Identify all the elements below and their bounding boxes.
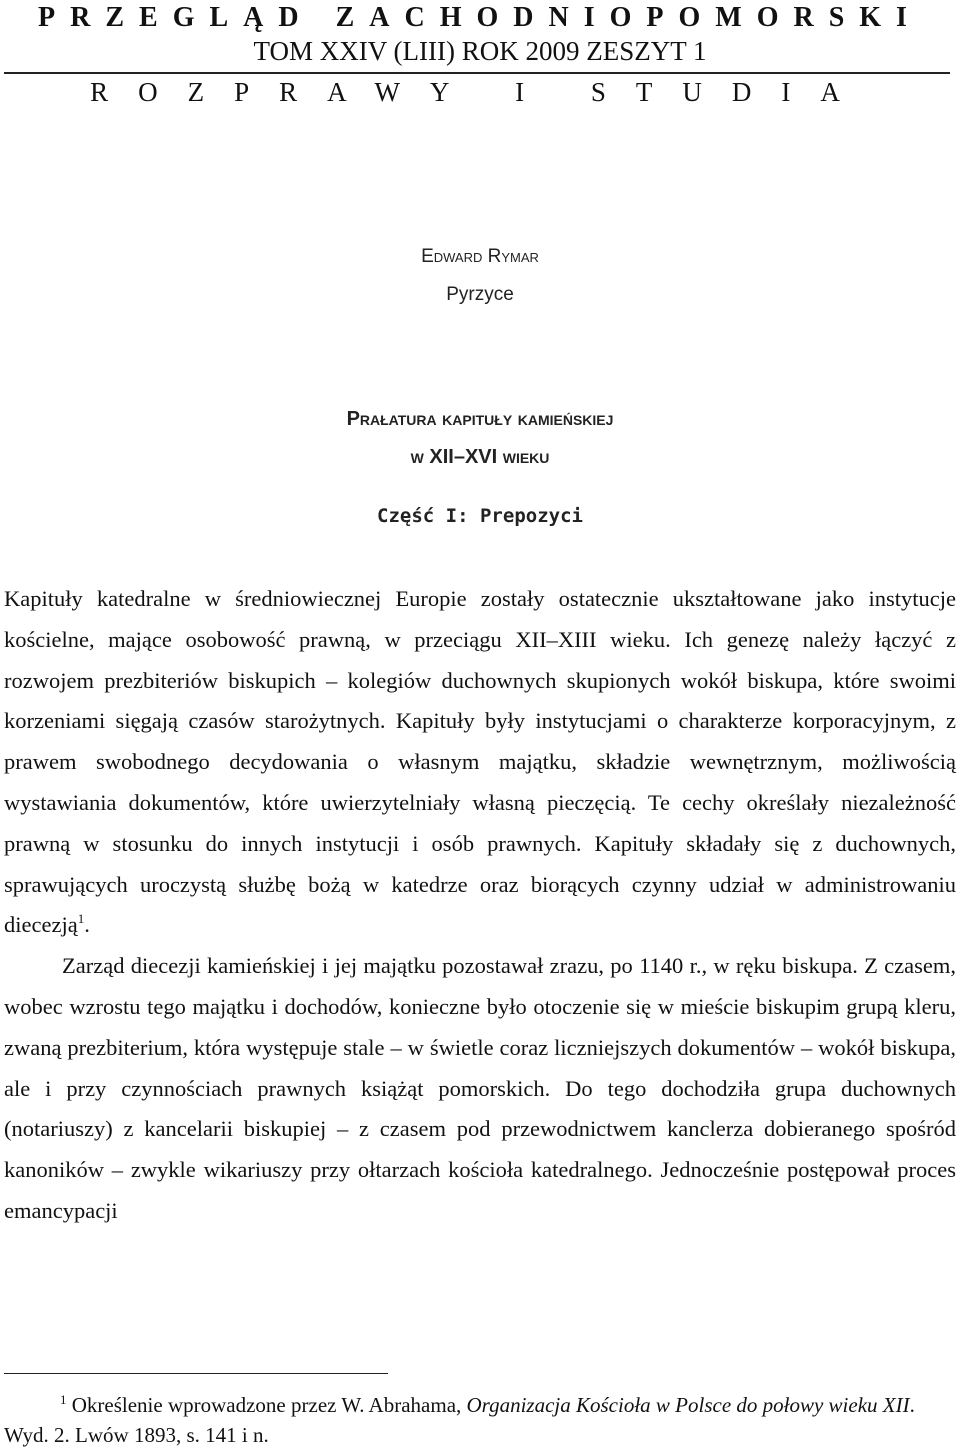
footnote-rule: [4, 1373, 388, 1374]
footnote-text-before: Określenie wprowadzone przez W. Abrahama,: [66, 1393, 467, 1417]
journal-title: PRZEGLĄD ZACHODNIOPOMORSKI: [38, 2, 922, 33]
journal-volume-line: TOM XXIV (LIII) ROK 2009 ZESZYT 1: [253, 36, 707, 66]
author-place: Pyrzyce: [446, 284, 514, 305]
paragraph-1-text: Kapituły katedralne w średniowiecznej Europie zostały ostatecznie ukształtowane jako instytucje kościelne, mające osobowość prawną, w przeciągu XII–XIII wieku. Ich genezę należy łączyć z rozwojem prezbiteriów biskupich – kolegiów duchownych skupionych wokół biskupa, które swoimi korzeniami sięgają czasów starożytnych. Kapituły były instytucjami o charakterze korporacyjnym, z prawem swobodnego decydowania o własnym majątku, składzie wewnętrznym, możliwością wystawiania dokumentów, które uwierzytelniały własną pieczęcią. Te cechy określały niezależność prawną w stosunku do innych instytucji i osób prawnych. Kapituły składały się z duchownych, sprawujących uroczystą służbę bożą w katedrze oraz biorących czynny udział w administrowaniu diecezją: [4, 586, 956, 938]
author-name: Edward Rymar: [421, 246, 539, 267]
footnote-text-after: . Wyd. 2. Lwów 1893, s. 141 i n.: [4, 1393, 915, 1447]
footnote-number: 1: [60, 1392, 67, 1407]
article-title-line2: w XII–XVI wieku: [410, 446, 550, 468]
header-rule: [4, 72, 950, 74]
paragraph-1: [4, 579, 956, 946]
footnote: [4, 1390, 956, 1450]
paragraph-1-end: .: [84, 912, 90, 938]
journal-section: ROZPRAWY I STUDIA: [90, 77, 870, 107]
body-text: [4, 579, 956, 1232]
footnote-cited-title: Organizacja Kościoła w Polsce do połowy wieku XII: [466, 1393, 910, 1417]
footnote-reference[interactable]: 1: [77, 911, 85, 927]
article-title: [0, 400, 960, 476]
article-title-line1: Prałatura kapituły kamieńskiej: [346, 408, 614, 430]
paragraph-2: Zarząd diecezji kamieńskiej i jej majątku pozostawał zrazu, po 1140 r., w ręku biskupa. Z czasem, wobec wzrostu tego majątku i dochodów, konieczne było otoczenie się w mieście biskupim grupą kleru, zwaną prezbiterium, która występuje stale – w świetle coraz liczniejszych dokumentów – wokół biskupa, ale i przy czynnościach prawnych książąt pomorskich. Do tego dochodziła grupa duchownych (notariuszy) z kancelarii biskupiej – z czasem pod przewodnictwem kanclerza dobieranego spośród kanoników – zwykle wikariuszy przy ołtarzach kościoła katedralnego. Jednocześnie postępował proces emancypacji: [4, 953, 956, 1223]
article-part-title: Część I: Prepozyci: [377, 505, 583, 527]
